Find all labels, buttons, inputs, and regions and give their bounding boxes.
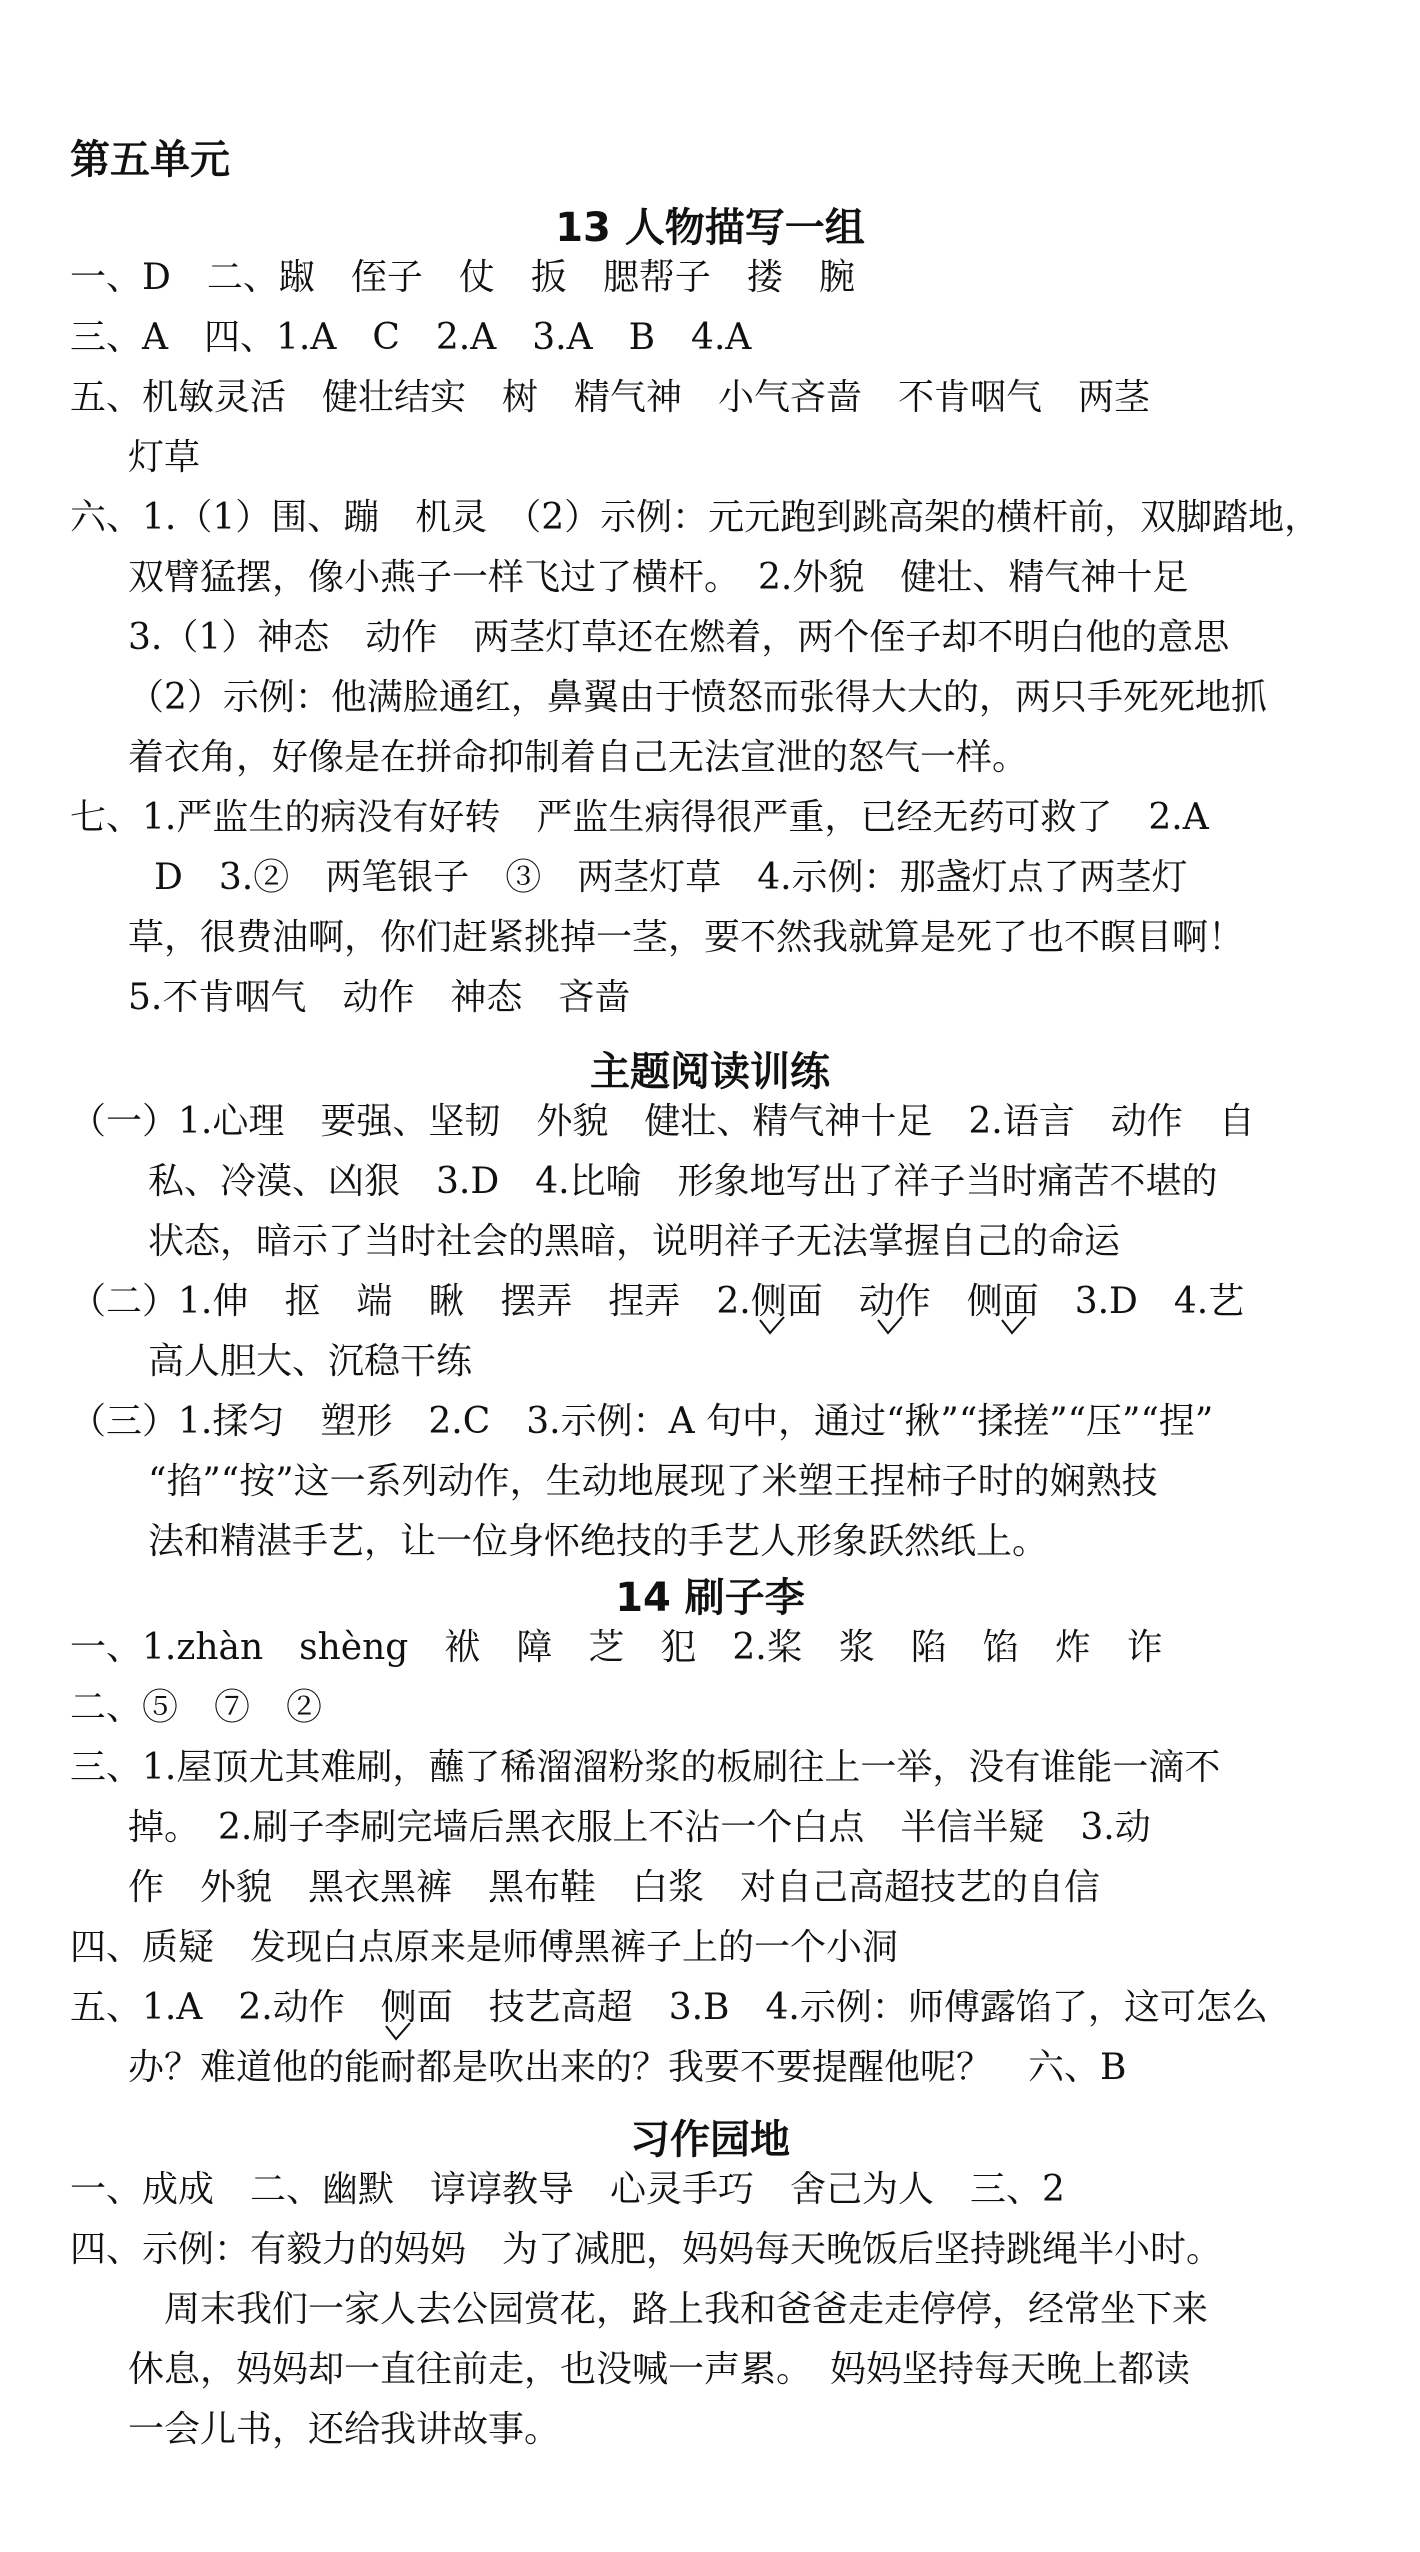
check-mark-icon	[384, 2022, 412, 2042]
answer-line: 四、质疑 发现白点原来是师傅黑裤子上的一个小洞	[70, 1927, 899, 1968]
answer-line: 二、⑤ ⑦ ②	[70, 1687, 323, 1728]
answer-line: 草，很费油啊，你们赶紧挑掉一茎，要不然我就算是死了也不瞑目啊！	[128, 917, 1245, 958]
answer-line: 作 外貌 黑衣黑裤 黑布鞋 白浆 对自己高超技艺的自信	[128, 1867, 1101, 1908]
answer-line: 私、冷漠、凶狠 3.D 4.比喻 形象地写出了祥子当时痛苦不堪的	[148, 1161, 1218, 1202]
section-title-13: 13 人物描写一组	[555, 205, 865, 251]
answer-line: （一）1.心理 要强、坚韧 外貌 健壮、精气神十足 2.语言 动作 自	[70, 1101, 1255, 1142]
answer-line: 高人胆大、沉稳干练	[148, 1341, 473, 1382]
answer-line: 五、1.A 2.动作 侧面 技艺高超 3.B 4.示例：师傅露馅了，这可怎么	[70, 1987, 1268, 2028]
answer-line: 3.（1）神态 动作 两茎灯草还在燃着，两个侄子却不明白他的意思	[128, 617, 1230, 658]
unit-title: 第五单元	[70, 137, 230, 183]
answer-line: 七、1.严监生的病没有好转 严监生病得很严重，已经无药可救了 2.A	[70, 797, 1209, 838]
answer-line: （二）1.伸 抠 端 瞅 摆弄 捏弄 2.侧面 动作 侧面 3.D 4.艺	[70, 1281, 1245, 1322]
answer-line: 着衣角，好像是在拼命抑制着自己无法宣泄的怒气一样。	[128, 737, 1029, 778]
answer-line: 办？难道他的能耐都是吹出来的？我要不要提醒他呢？ 六、B	[128, 2047, 1127, 2088]
answer-line: 六、1.（1）围、蹦 机灵 （2）示例：元元跑到跳高架的横杆前，双脚踏地，	[70, 497, 1321, 538]
answer-line: （三）1.揉匀 塑形 2.C 3.示例：A 句中，通过“揪”“揉搓”“压”“捏”	[70, 1401, 1214, 1442]
answer-line: 周末我们一家人去公园赏花，路上我和爸爸走走停停，经常坐下来	[164, 2289, 1209, 2330]
section-title-reading: 主题阅读训练	[590, 1049, 830, 1095]
answer-line: D 3.② 两笔银子 ③ 两茎灯草 4.示例：那盏灯点了两茎灯	[154, 857, 1188, 898]
check-mark-icon	[1000, 1316, 1028, 1336]
answer-line: 一、1.zhàn shèng 袱 障 芝 犯 2.桨 浆 陷 馅 炸 诈	[70, 1627, 1163, 1668]
answer-line: 灯草	[128, 437, 201, 478]
answer-line: 四、示例：有毅力的妈妈 为了减肥，妈妈每天晚饭后坚持跳绳半小时。	[70, 2229, 1223, 2270]
check-mark-icon	[876, 1316, 904, 1336]
answer-line: 一、成成 二、幽默 谆谆教导 心灵手巧 舍己为人 三、2	[70, 2169, 1065, 2210]
answer-line: “掐”“按”这一系列动作，生动地展现了米塑王捏柿子时的娴熟技	[148, 1461, 1158, 1502]
answer-line: 双臂猛摆，像小燕子一样飞过了横杆。 2.外貌 健壮、精气神十足	[128, 557, 1189, 598]
answer-line: 五、机敏灵活 健壮结实 树 精气神 小气吝啬 不肯咽气 两茎	[70, 377, 1151, 418]
section-title-14: 14 刷子李	[615, 1575, 805, 1621]
answer-line: （2）示例：他满脸通红，鼻翼由于愤怒而张得大大的，两只手死死地抓	[128, 677, 1267, 718]
answer-line: 5.不肯咽气 动作 神态 吝啬	[128, 977, 631, 1018]
answer-line: 掉。 2.刷子李刷完墙后黑衣服上不沾一个白点 半信半疑 3.动	[128, 1807, 1151, 1848]
answer-line: 三、1.屋顶尤其难刷，蘸了稀溜溜粉浆的板刷往上一举，没有谁能一滴不	[70, 1747, 1221, 1788]
answer-line: 休息，妈妈却一直往前走，也没喊一声累。 妈妈坚持每天晚上都读	[128, 2349, 1191, 2390]
check-mark-icon	[758, 1316, 786, 1336]
answer-line: 一会儿书，还给我讲故事。	[128, 2409, 561, 2450]
answer-line: 一、D 二、踧 侄子 仗 扳 腮帮子 搂 腕	[70, 257, 855, 298]
section-title-writing: 习作园地	[630, 2117, 790, 2163]
answer-line: 三、A 四、1.A C 2.A 3.A B 4.A	[70, 317, 752, 358]
answer-line: 法和精湛手艺，让一位身怀绝技的手艺人形象跃然纸上。	[148, 1521, 1049, 1562]
answer-line: 状态，暗示了当时社会的黑暗，说明祥子无法掌握自己的命运	[148, 1221, 1121, 1262]
